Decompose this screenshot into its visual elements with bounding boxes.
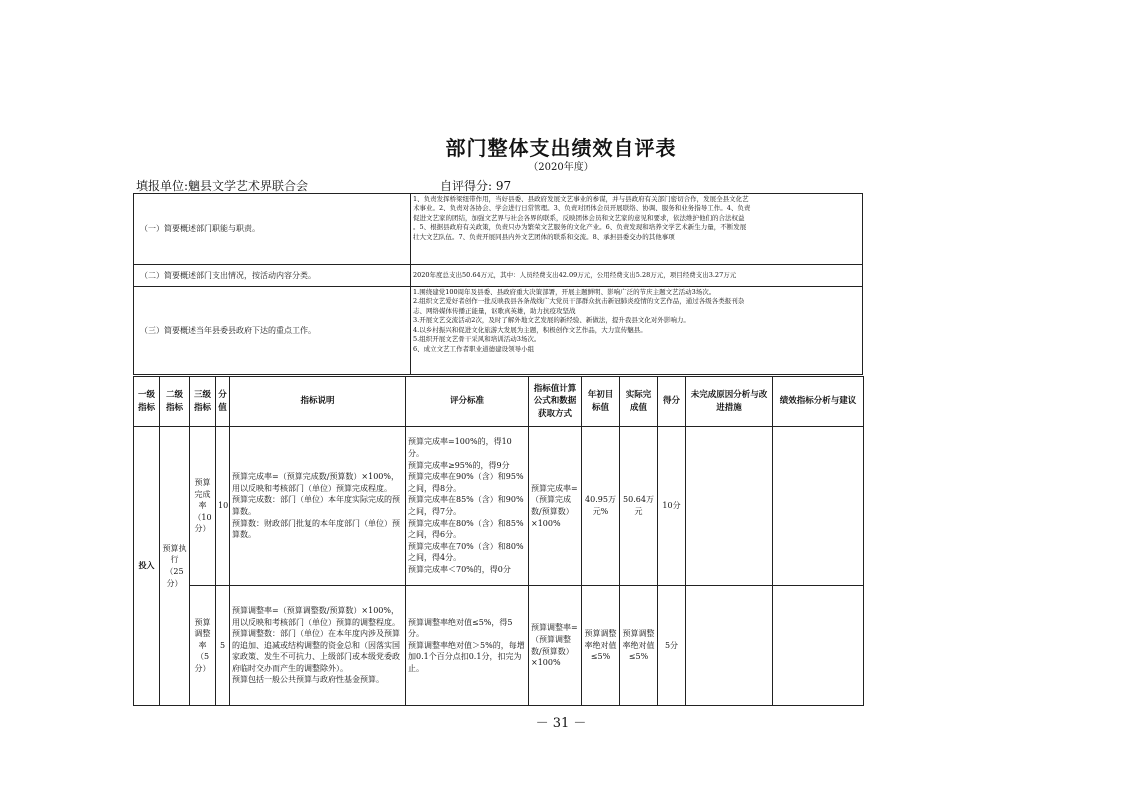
criteria-line: 预算完成率在80%（含）和85%之间，得6分。 [408, 518, 524, 540]
header-level2: 二级指标 [160, 377, 190, 427]
text-line: 术事业。2、负责对各协会、学会进行日常管理。3、负责对团体会员开展联络、协调、服务和业务指导工作。4、负责 [413, 204, 751, 213]
overview-label: （三）简要概述当年县委县政府下达的重点工作。 [134, 287, 411, 375]
description-line: 预算完成率=（预算完成数/预算数）×100%，用以反映和考核部门（单位）预算完成程度。 [232, 472, 399, 493]
formula-cell: 预算完成率=（预算完成数/预算数）×100% [529, 427, 582, 586]
description-line: 预算调整率=（预算调整数/预算数）×100%，用以反映和考核部门（单位）预算的调整程度。 [232, 605, 400, 627]
description-line: 预算完成数：部门（单位）本年度实际完成的预算数。 [232, 495, 400, 516]
header-criteria: 评分标准 [406, 377, 529, 427]
target-cell: 预算调整率绝对值≤5% [582, 586, 620, 706]
text-line: 2020年度总支出50.64万元，其中：人员经费支出42.09万元，公用经费支出5.28万元，项目经费支出3.27万元 [413, 270, 737, 279]
header-advice: 绩效指标分析与建议 [773, 377, 864, 427]
header-weight: 分值 [216, 377, 230, 427]
description-line: 预算调整数：部门（单位）在本年度内涉及预算的追加、追减或结构调整的资金总和（因落实国家政策、发生不可抗力、上级部门或本级党委政府临时交办而产生的调整除外）。 [232, 629, 400, 673]
text-line: 2.组织文艺爱好者创作一批反映我县各条战线广大党员干部群众抗击新冠肺炎疫情的文艺作品，通过各级各类报刊杂 [413, 297, 745, 306]
header-level1: 一级指标 [134, 377, 160, 427]
criteria-line: 预算完成率≥95%的，得9分 [408, 460, 510, 470]
text-line: 。5、根据县政府有关政策，负责只办为繁荣文艺服务的文化产业。6、负责发现和培养文学艺术新生力量，不断发展 [413, 223, 747, 232]
text-line: 3.开展文艺交流活动2次，及时了解外地文艺发展的新经验、新做法，提升我县文化对外影响力。 [413, 316, 690, 325]
header-level3: 三级指标 [190, 377, 216, 427]
score-cell: 10分 [658, 427, 686, 586]
text-line: 志、网络媒体传播正能量，讴歌真英雄，助力抗疫攻坚战 [413, 306, 576, 315]
target-cell: 40.95万元% [582, 427, 620, 586]
header-target: 年初目标值 [582, 377, 620, 427]
level3-cell: 预算完成率（10分） [190, 427, 216, 586]
weight-cell: 5 [216, 586, 230, 706]
overview-row-key-work [134, 287, 863, 375]
criteria-line: 预算完成率=100%的，得10分。 [408, 437, 512, 459]
header-formula: 指标值计算公式和数据获取方式 [529, 377, 582, 427]
actual-cell: 预算调整率绝对值≤5% [620, 586, 658, 706]
level1-cell: 投入 [134, 427, 160, 706]
self-score: 自评得分: 97 [440, 179, 512, 193]
table-header-row [134, 377, 864, 427]
header-description: 指标说明 [230, 377, 406, 427]
overview-content [411, 265, 863, 287]
reason-cell [686, 427, 773, 586]
criteria-line: 预算调整率绝对值＞5%的，每增加0.1个百分点扣0.1分，扣完为止。 [408, 640, 525, 673]
header-reason: 未完成原因分析与改进措施 [686, 377, 773, 427]
description-line: 预算包括一般公共预算与政府性基金预算。 [232, 675, 384, 685]
overview-table [133, 193, 863, 375]
advice-cell [773, 427, 864, 586]
performance-table [133, 376, 864, 706]
reporting-unit: 填报单位:魑县文学艺术界联合会 [136, 179, 309, 193]
score-cell: 5分 [658, 586, 686, 706]
text-line: 1、负责发挥桥梁纽带作用，当好县委、县政府发展文艺事业的参谋，并与县政府有关部门密切合作，发展全县文化艺 [413, 195, 749, 203]
page-number: － 31 － [535, 716, 587, 731]
overview-row-functions [134, 194, 863, 265]
criteria-line: 预算完成率在90%（含）和95%之间，得8分。 [408, 472, 524, 493]
description-cell [230, 427, 406, 586]
text-line: 壮大文艺队伍。7、负责开展同县内外文艺团体的联系和交流。8、承担县委交办的其他事项 [413, 232, 675, 241]
criteria-line: 预算调整率绝对值≤5%，得5分。 [408, 617, 513, 639]
weight-cell: 10 [216, 427, 230, 586]
description-line: 预算数：财政部门批复的本年度部门（单位）预算数。 [232, 518, 400, 540]
criteria-line: 预算完成率在85%（含）和90%之间，得7分。 [408, 495, 524, 516]
overview-label: （一）简要概述部门职能与职责。 [134, 194, 411, 265]
level3-cell: 预算调整率（5分） [190, 586, 216, 706]
page-title: 部门整体支出绩效自评表 [445, 136, 677, 160]
overview-label: （二）简要概述部门支出情况，按活动内容分类。 [134, 265, 411, 287]
advice-cell [773, 586, 864, 706]
text-line: 1.围绕建党100周年及县委、县政府重大决策部署，开展主题鲜明、影响广泛的节庆主题文艺活动3场次。 [413, 288, 716, 296]
criteria-line: 预算完成率在70%（含）和80%之间，得4分。 [408, 541, 524, 563]
header-actual: 实际完成值 [620, 377, 658, 427]
actual-cell: 50.64万元 [620, 427, 658, 586]
table-row [134, 586, 864, 706]
formula-cell: 预算调整率=（预算调整数/预算数）×100% [529, 586, 582, 706]
criteria-cell [406, 427, 529, 586]
description-cell [230, 586, 406, 706]
table-row [134, 427, 864, 586]
level2-cell: 预算执行（25分） [160, 427, 190, 706]
header-score: 得分 [658, 377, 686, 427]
text-line: 促进文艺家的团结，加强文艺界与社会各界的联系，反映团体会员和文艺家的意见和要求，依法维护他们的合法权益 [413, 213, 745, 222]
report-year: （2020年度） [528, 162, 594, 173]
criteria-cell [406, 586, 529, 706]
overview-content [411, 287, 863, 375]
text-line: 5.组织开展文艺骨干采风和培训活动3场次。 [413, 335, 541, 344]
text-line: 4.以乡村振兴和促进文化旅游大发展为主题，积极创作文艺作品，大力宣传魑县。 [413, 325, 647, 334]
reason-cell [686, 586, 773, 706]
criteria-line: 预算完成率＜70%的，得0分 [408, 564, 511, 574]
overview-content [411, 194, 863, 265]
text-line: 6、成立文艺工作者职业道德建设领导小组 [413, 344, 535, 353]
overview-row-expenditure [134, 265, 863, 287]
